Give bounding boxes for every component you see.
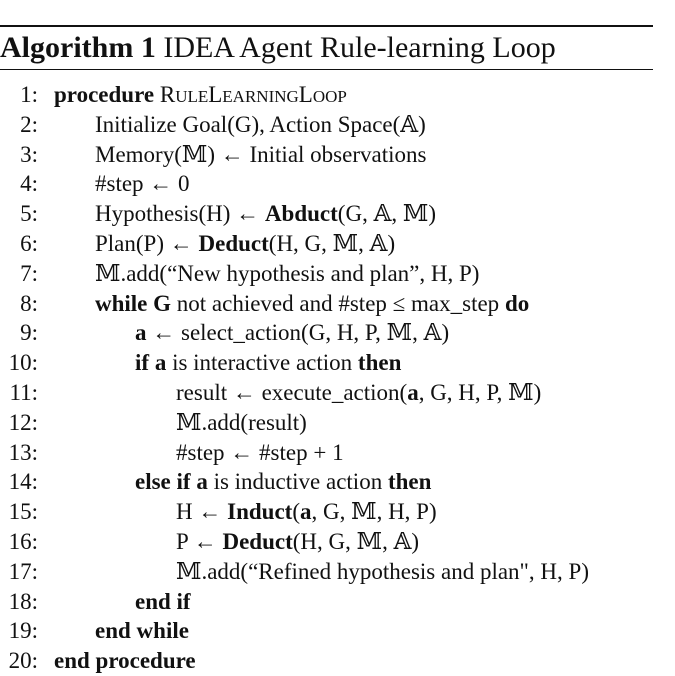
algo-line-5 [0,199,675,229]
keyword-then: then [387,469,432,495]
line-number: 3: [20,141,38,167]
algo-line-15 [0,497,675,527]
line-number: 5: [20,201,38,227]
line-number: 15: [8,499,38,525]
keyword-do: do [504,290,530,316]
keyword-abduct: Abduct [264,201,338,227]
line-code: 𝕄.add(“New hypothesis and plan”, H, P) [95,260,480,286]
line-code: 𝕄.add(“Refined hypothesis and plan", H, P) [176,558,589,584]
line-number: 13: [8,439,38,465]
keyword-end-procedure: end procedure [54,648,196,674]
line-number: 10: [8,350,38,376]
line-code: P ← Deduct(H, G, 𝕄, 𝔸) [176,528,420,554]
line-number: 16: [8,528,38,554]
algo-line-13 [0,438,675,468]
line-number: 6: [20,230,38,256]
line-number: 9: [20,320,38,346]
algo-line-2 [0,110,675,140]
algo-line-19 [0,616,675,646]
algo-line-16 [0,527,675,557]
line-code: Plan(P) ← Deduct(H, G, 𝕄, 𝔸) [95,230,396,256]
line-code [54,646,196,676]
line-code: a ← select_action(G, H, P, 𝕄, 𝔸) [135,320,450,346]
algo-line-14 [0,467,675,497]
line-number: 19: [8,618,38,644]
line-number: 20: [8,648,38,674]
caption-rule [0,69,653,70]
algo-line-4 [0,169,675,199]
line-number: 17: [8,558,38,584]
procedure-name: RULELEARNINGLOOP [159,82,347,107]
algo-line-6 [0,229,675,259]
keyword-while: while [95,290,148,316]
algorithm-title: IDEA Agent Rule-learning Loop [163,31,556,64]
keyword-deduct: Deduct [222,528,293,554]
line-code: 𝕄.add(result) [176,409,307,435]
top-rule [0,25,653,27]
algo-line-17 [0,557,675,587]
line-number: 1: [20,82,38,107]
algo-line-12 [0,408,675,438]
keyword-then: then [357,350,402,376]
keyword-procedure: procedure [54,82,155,107]
line-code: Memory(𝕄) ← Initial observations [95,141,427,167]
algorithm-caption [0,28,556,68]
keyword-else-if: else if [135,469,191,495]
line-code: result ← execute_action(a, G, H, P, 𝕄) [176,379,542,405]
algo-line-1 [0,80,675,110]
line-code: while G not achieved and #step ≤ max_step do [95,290,530,316]
algo-line-3 [0,140,675,170]
line-number: 14: [8,469,38,495]
line-code: if a is interactive action then [135,350,402,376]
keyword-induct: Induct [227,499,293,525]
line-number: 8: [20,290,38,316]
line-number: 11: [9,379,38,405]
algo-line-11 [0,378,675,408]
line-code [95,616,189,646]
line-code: else if a is inductive action then [135,469,432,495]
line-code: Initialize Goal(G), Action Space(𝔸) [95,111,426,137]
line-code [54,80,347,112]
algo-line-10 [0,348,675,378]
line-code [135,587,191,617]
keyword-deduct: Deduct [198,230,269,256]
line-code: #step ← #step + 1 [176,439,344,465]
line-number: 12: [8,409,38,435]
line-number: 7: [20,260,38,286]
line-number: 18: [8,588,38,614]
line-code: H ← Induct(a, G, 𝕄, H, P) [176,499,437,525]
algo-line-9 [0,318,675,348]
keyword-if: if [135,350,150,376]
line-number: 2: [20,111,38,137]
algo-line-8 [0,289,675,319]
line-code: Hypothesis(H) ← Abduct(G, 𝔸, 𝕄) [95,201,437,227]
algorithm-body [0,80,675,676]
keyword-end-if: end if [135,588,191,614]
line-code: #step ← 0 [95,171,190,197]
algo-line-20 [0,646,675,676]
algo-line-18 [0,587,675,617]
algorithm-label: Algorithm 1 [0,31,156,64]
algo-line-7 [0,259,675,289]
line-number: 4: [20,171,38,197]
keyword-end-while: end while [95,618,189,644]
